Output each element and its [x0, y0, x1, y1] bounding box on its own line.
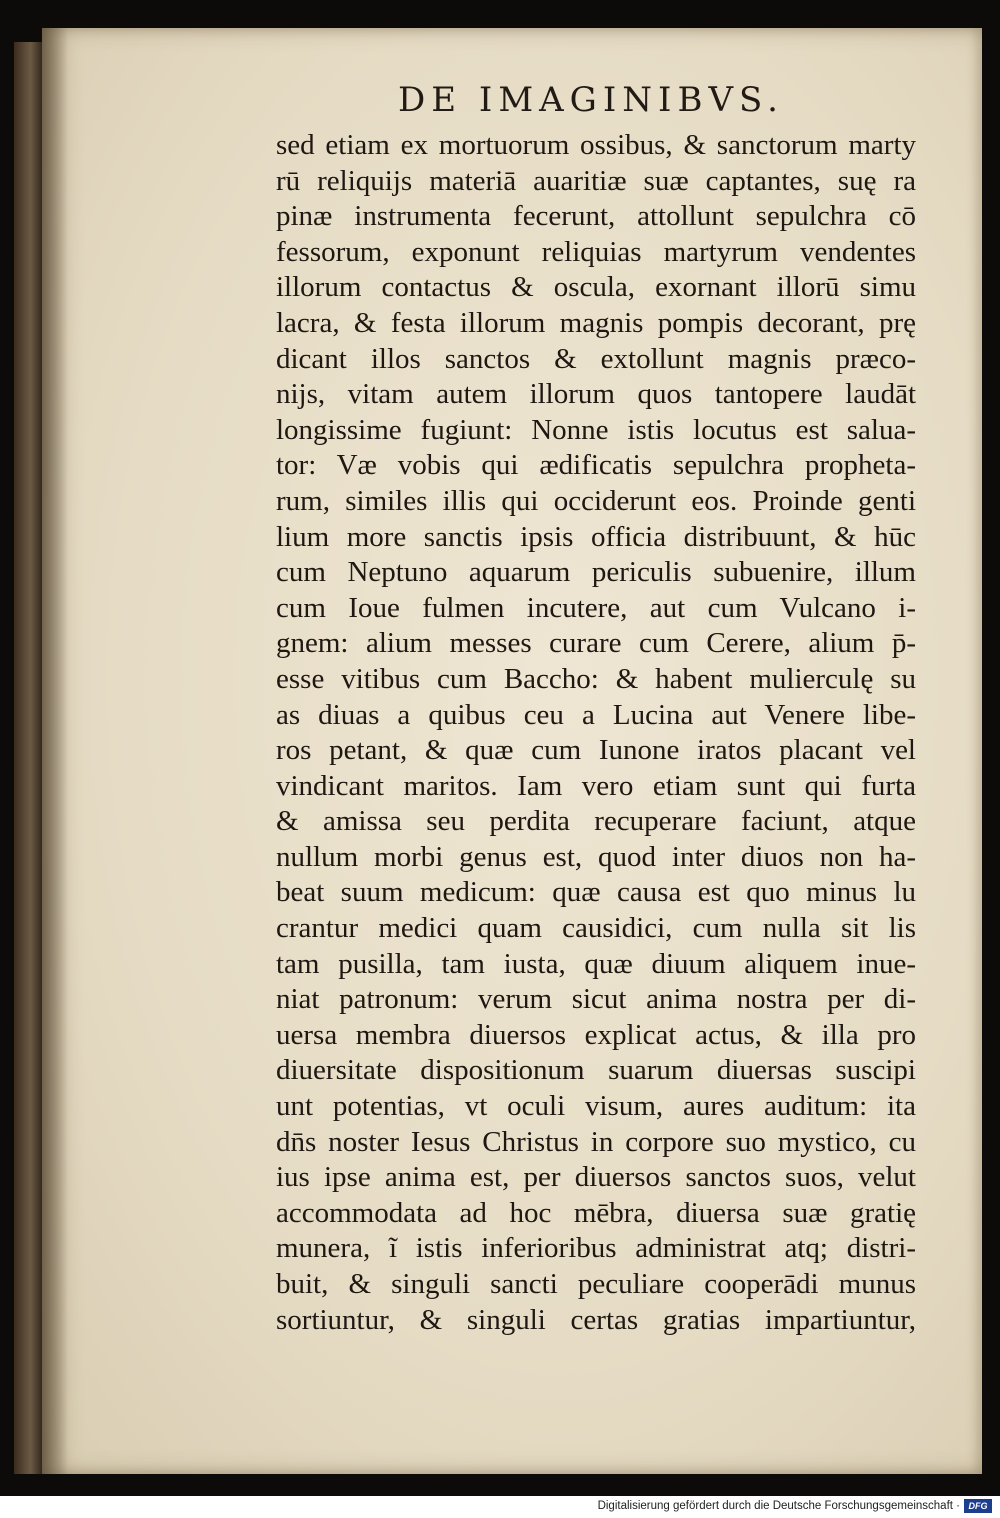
text-line: tam pusilla, tam iusta, quæ diuum aliquem inue- — [276, 947, 916, 980]
text-line: dicant illos sanctos & extollunt magnis præco- — [276, 342, 916, 375]
page-gutter-shadow — [42, 28, 68, 1474]
text-line: cum Ioue fulmen incutere, aut cum Vulcano i- — [276, 591, 916, 624]
text-line: lacra, & festa illorum magnis pompis decorant, prę — [276, 306, 916, 339]
text-line: uersa membra diuersos explicat actus, & illa pro — [276, 1018, 916, 1051]
text-line: pinæ instrumenta fecerunt, attollunt sepulchra cō — [276, 200, 916, 233]
text-line: fessorum, exponunt reliquias martyrum vendentes — [276, 235, 916, 268]
text-line: illorum contactus & oscula, exornant illorū simu — [276, 271, 916, 304]
text-line: crantur medici quam causidici, cum nulla sit lis — [276, 912, 916, 945]
funding-credit: Digitalisierung gefördert durch die Deutsche Forschungsgemeinschaft · — [597, 1500, 960, 1512]
text-line: nijs, vitam autem illorum quos tantopere laudāt — [276, 378, 916, 411]
text-line: vindicant maritos. Iam vero etiam sunt qui furta — [276, 769, 916, 802]
text-line: tor: Væ vobis qui ædificatis sepulchra propheta- — [276, 449, 916, 482]
text-line: munera, ĩ istis inferioribus administrat atq; distri- — [276, 1232, 916, 1265]
text-line: buit, & singuli sancti peculiare cooperādi munus — [276, 1268, 916, 1300]
text-line: gnem: alium messes curare cum Cerere, alium p̄- — [276, 627, 916, 660]
text-line: dn̄s noster Iesus Christus in corpore suo mystico, cu — [276, 1125, 916, 1158]
book-left-edge — [14, 42, 44, 1474]
text-line: longissime fugiunt: Nonne istis locutus est salua- — [276, 413, 916, 446]
text-line: ius ipse anima est, per diuersos sanctos suos, velut — [276, 1161, 916, 1194]
text-line: diuersitate dispositionum suarum diuersas suscipi — [276, 1054, 916, 1087]
text-line: as diuas a quibus ceu a Lucina aut Venere libe- — [276, 698, 916, 731]
text-line: unt potentias, vt oculi visum, aures auditum: ita — [276, 1090, 916, 1123]
text-line: esse vitibus cum Baccho: & habent mulierculę su — [276, 662, 916, 695]
text-line: & amissa seu perdita recuperare faciunt, atque — [276, 805, 916, 838]
text-line: sortiuntur, & singuli certas gratias impartiuntur, — [276, 1303, 916, 1336]
text-line: cum Neptuno aquarum periculis subuenire, illum — [276, 556, 916, 589]
text-line: niat patronum: verum sicut anima nostra per di- — [276, 983, 916, 1016]
text-line: nullum morbi genus est, quod inter diuos non ha- — [276, 840, 916, 873]
text-line: rū reliquijs materiā auaritiæ suæ captantes, suę ra — [276, 164, 916, 197]
text-line: lium more sanctis ipsis officia distribuunt, & hūc — [276, 520, 916, 553]
text-line: ros petant, & quæ cum Iunone iratos placant vel — [276, 734, 916, 767]
running-head: DE IMAGINIBVS. — [398, 80, 784, 120]
text-line: rum, similes illis qui occiderunt eos. Proinde genti — [276, 484, 916, 517]
text-line: sed etiam ex mortuorum ossibus, & sanctorum marty — [276, 129, 916, 161]
dfg-logo: DFG — [964, 1499, 992, 1513]
text-line: beat suum medicum: quæ causa est quo minus lu — [276, 876, 916, 909]
text-line: accommodata ad hoc mēbra, diuersa suæ gratię — [276, 1196, 916, 1229]
body-text — [276, 128, 916, 1338]
